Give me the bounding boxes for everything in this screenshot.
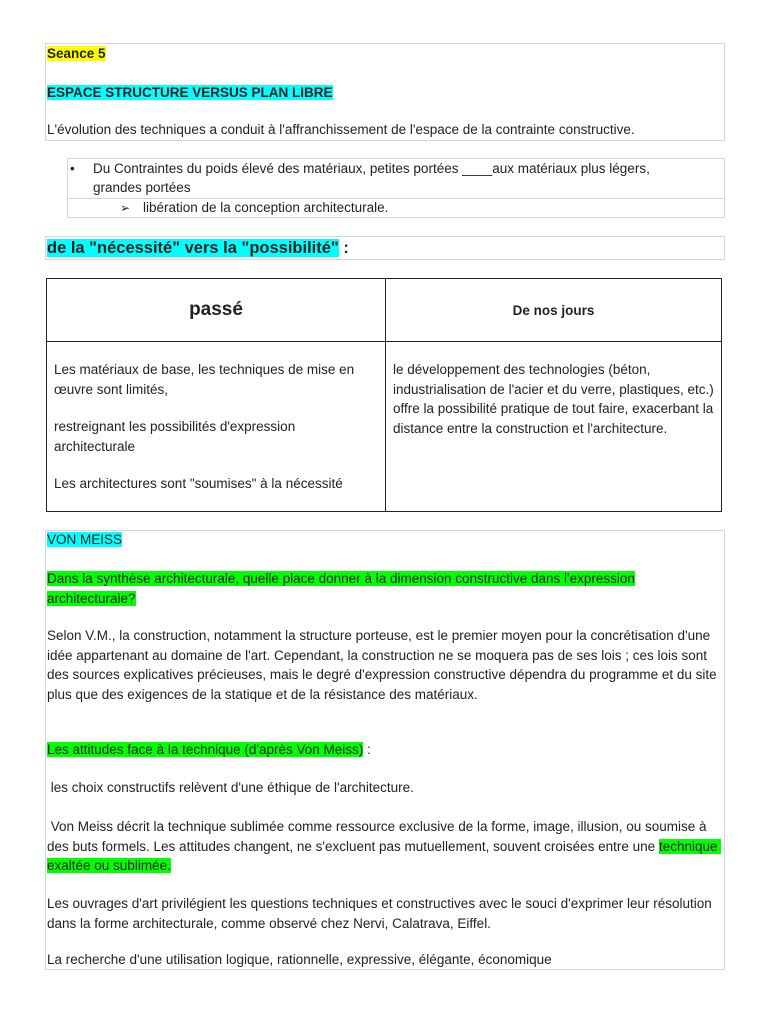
section-heading — [47, 237, 349, 259]
arrow-bullet-icon: ➢ — [120, 201, 131, 215]
vonmeiss-question-text: Dans la synthèse architecturale, quelle place donner à la dimension constructive dans l'expression architecturale? — [47, 571, 635, 606]
vonmeiss-paragraph-4: Les ouvrages d'art privilégient les questions techniques et constructives avec le souci d'exprimer leur résolution dans la forme architecturale, comme observé chez Nervi, Calatrava, Eiffel. — [47, 896, 712, 931]
table-header-passe: passé — [47, 279, 386, 342]
comparison-table — [46, 278, 722, 512]
vonmeiss-paragraph-5: La recherche d'une utilisation logique, rationnelle, expressive, élégante, économique — [47, 952, 552, 967]
passe-paragraph-3: Les architectures sont "soumises" à la nécessité — [54, 476, 343, 491]
vonmeiss-question — [47, 569, 727, 608]
table-header-de-nos-jours: De nos jours — [386, 279, 722, 342]
section-heading-text: de la "nécessité" vers la "possibilité" — [47, 239, 339, 257]
attitudes-suffix: : — [363, 742, 371, 757]
intro-text: L'évolution des techniques a conduit à l'affranchissement de l'espace de la contrainte constructive. — [47, 122, 635, 137]
passe-paragraph-1: Les matériaux de base, les techniques de mise en œuvre sont limités, — [54, 362, 355, 397]
vonmeiss-paragraph-3 — [47, 817, 727, 876]
bullet-dot-icon: • — [70, 161, 75, 176]
bullet-item-line1: Du Contraintes du poids élevé des matériaux, petites portées ____aux matériaux plus légers, — [93, 161, 650, 176]
table-row — [47, 342, 722, 512]
vonmeiss-heading: VON MEISS — [47, 532, 123, 547]
section-heading-suffix: : — [338, 239, 349, 257]
vonmeiss-paragraph-3-text: Von Meiss décrit la technique sublimée comme ressource exclusive de la forme, image, illusion, ou soumise à des buts formels. Les attitudes changent, ne s'excluent pas mutuellement, souvent croisées entre une — [47, 819, 711, 854]
subbullet-item: libération de la conception architecturale. — [143, 200, 389, 215]
table-header-row — [47, 279, 722, 342]
bullet-item-line2: grandes portées — [93, 180, 191, 195]
vonmeiss-paragraph-1: Selon V.M., la construction, notamment la structure porteuse, est le premier moyen pour la concrétisation d'une idée appartenant au domaine de l'art. Cependant, la construction ne se moquera pas de ses lois ; ces lois sont des sources explicatives précieuses, mais le degré d'expression constructive dépendra du programme et du site plus que des exigences de la statique et de la résistance des matériaux. — [47, 628, 717, 702]
document-title: ESPACE STRUCTURE VERSUS PLAN LIBRE — [47, 85, 333, 100]
passe-paragraph-2: restreignant les possibilités d'expression architecturale — [54, 419, 296, 454]
attitudes-heading — [47, 741, 371, 759]
vonmeiss-paragraph-3-highlight: technique exaltée ou sublimée. — [47, 838, 722, 873]
de-nos-jours-paragraph: le développement des technologies (béton, industrialisation de l'acier et du verre, plastiques, etc.) offre la possibilité pratique de tout faire, exacerbant la distance entre la construction et l'architecture. — [393, 362, 714, 436]
table-cell-passe — [47, 342, 386, 512]
table-cell-de-nos-jours — [386, 342, 722, 512]
attitudes-label: Les attitudes face à la technique (d'après Von Meiss) — [47, 742, 364, 757]
seance-label: Seance 5 — [47, 46, 106, 61]
vonmeiss-paragraph-2: les choix constructifs relèvent d'une éthique de l'architecture. — [47, 780, 414, 795]
